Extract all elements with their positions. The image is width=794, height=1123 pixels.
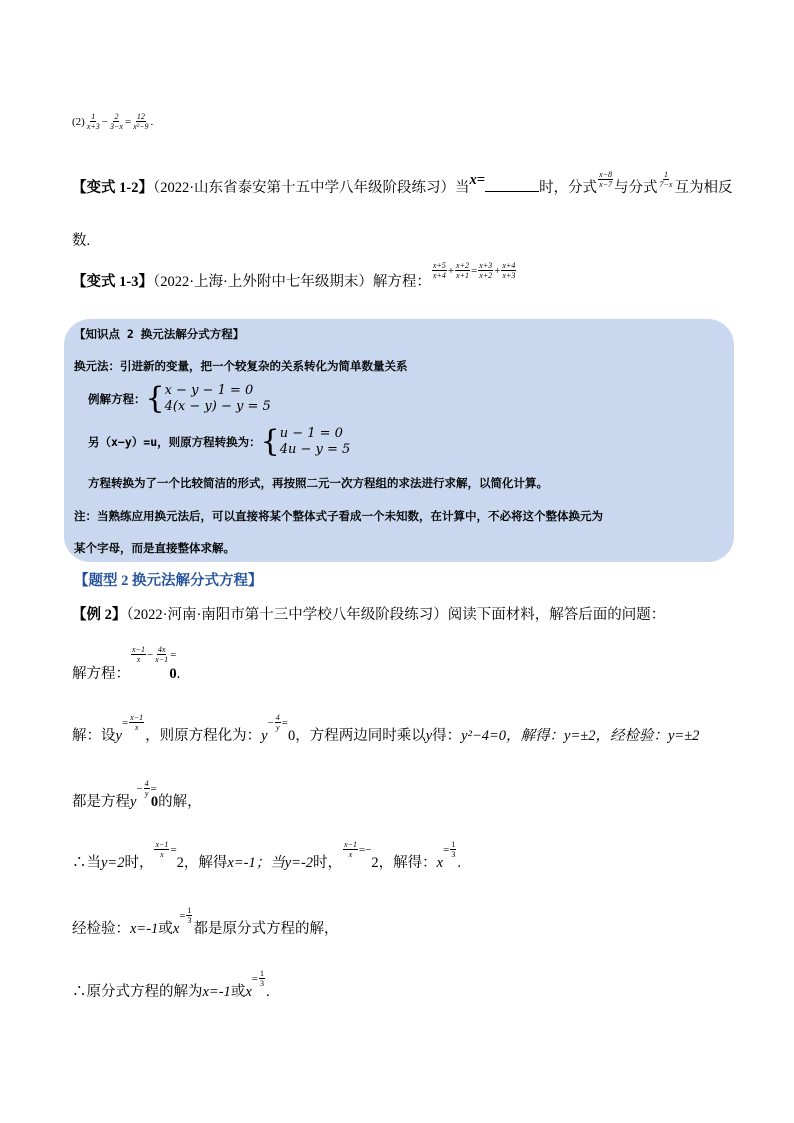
fraction: $\frac{x-1}{x}$ [344, 840, 357, 860]
knowledge-example: 例解方程：{ x − y − 1 = 0 4(x − y) − y = 5 [88, 381, 271, 416]
variant-1-3: 【变式 1-3】（2022·上海·上外附中七年级期末）解方程： $\frac{x+5}{x+4}$ + $\frac{x+2}{x+1}$ = $\frac{x+3}{x+2}$ + $\frac{x+4}{x+3}$ [72, 261, 516, 290]
fraction: $\frac{x-1}{x}$ [132, 645, 145, 665]
fraction: $\frac{x-1}{x}$ [155, 840, 169, 860]
variant-1-2: 【变式 1-2】（2022·山东省泰安第十五中学八年级阶段练习）当x= 时，分式 $\frac{x-8}{x-7}$ 与分式 $\frac{1}{7-x}$ 互为相反 [72, 170, 733, 196]
knowledge-note1: 注：当熟练应用换元法后，可以直接将某个整体式子看成一个未知数，在计算中，不必将这个整体换元为 [74, 509, 603, 523]
equation-system: u − 1 = 0 4u − y = 5 [279, 426, 351, 457]
fraction: $\frac{x+3}{x+2}$ [479, 261, 493, 281]
brace-icon: { [260, 424, 280, 459]
solution-conclusion: ∴原分式方程的解为x=-1或x= $\frac{1}{3}$ . [72, 969, 270, 1000]
variant-source: （2022·上海·上外附中七年级期末）解方程： [152, 274, 431, 290]
variant-source: （2022·山东省泰安第十五中学八年级阶段练习）当 [152, 180, 470, 196]
problem-2: (2) $\frac{1}{x+3}$ − $\frac{2}{3-x}$ = $\frac{12}{\text{x²−9}}$ . [72, 112, 154, 131]
fraction: $\frac{1}{x+3}$ [86, 112, 100, 131]
knowledge-line4: 方程转换为了一个比较简洁的形式，再按照二元一次方程组的求法进行求解，以简化计算。 [88, 476, 548, 490]
example-2-header: 【例 2】（2022·河南·南阳市第十三中学校八年级阶段练习）阅读下面材料，解答后面的问题： [72, 607, 666, 623]
variant-tag: 【变式 1-2】 [72, 180, 153, 196]
equation-system: x − y − 1 = 0 4(x − y) − y = 5 [164, 383, 271, 414]
fraction: $\frac{2}{3-x}$ [110, 112, 123, 131]
fraction: $\frac{1}{7-x}$ [659, 170, 673, 190]
example-2-equation: 解方程： $\frac{x-1}{x}$ − $\frac{4x}{x-1}$ =0. [72, 645, 181, 682]
knowledge-substitution: 另（x−y）=u，则原方程转换为：{ u − 1 = 0 4u − y = 5 [88, 424, 351, 459]
answer-blank[interactable] [485, 179, 539, 192]
knowledge-line1: 换元法：引进新的变量，把一个较复杂的关系转化为简单数量关系 [74, 359, 408, 373]
fraction: $\frac{x+2}{x+1}$ [456, 261, 469, 281]
solution-line2: 都是方程y− $\frac{4}{y}$ =0的解， [72, 779, 202, 810]
solution-line1: 解：设y= $\frac{x-1}{x}$ ，则原方程化为：y− $\frac{4}{y}$ =0，方程两边同时乘以y得：y²−4=0，解得：y=±2，经检验：y=±2 [72, 713, 700, 744]
fraction: $\frac{4}{y}$ [275, 713, 280, 733]
fraction: $\frac{1}{3}$ [451, 840, 456, 860]
problem-2-label: (2) [72, 115, 85, 128]
variant-1-2-line2: 数. [72, 233, 91, 249]
fraction: $\frac{x-8}{x-7}$ [599, 170, 613, 190]
fraction: $\frac{x+5}{x+4}$ [432, 261, 446, 281]
knowledge-title: 【知识点 2 换元法解分式方程】 [74, 327, 245, 341]
fraction: $\frac{12}{\text{x²−9}}$ [133, 112, 149, 131]
solution-line3: ∴当y=2时， $\frac{x-1}{x}$ =2，解得x=-1；当y=-2时， $\frac{x-1}{x}$ =−2，解得：x= $\frac{1}{3}$ . [72, 840, 461, 871]
solution-line4: 经检验：x=-1或x= $\frac{1}{3}$ 都是原分式方程的解， [72, 906, 339, 937]
fraction: $\frac{x-1}{x}$ [130, 713, 144, 733]
fraction: $\frac{4}{y}$ [144, 779, 149, 799]
brace-icon: { [145, 381, 165, 416]
fraction: $\frac{1}{3}$ [259, 969, 264, 989]
fraction: $\frac{4x}{x-1}$ [155, 645, 169, 665]
fraction: $\frac{1}{3}$ [187, 906, 192, 926]
variant-tag: 【变式 1-3】 [72, 274, 153, 290]
fraction: $\frac{x+4}{x+3}$ [502, 261, 516, 281]
knowledge-note2: 某个字母，而是直接整体求解。 [74, 541, 235, 555]
type-2-title: 【题型 2 换元法解分式方程】 [74, 573, 263, 589]
